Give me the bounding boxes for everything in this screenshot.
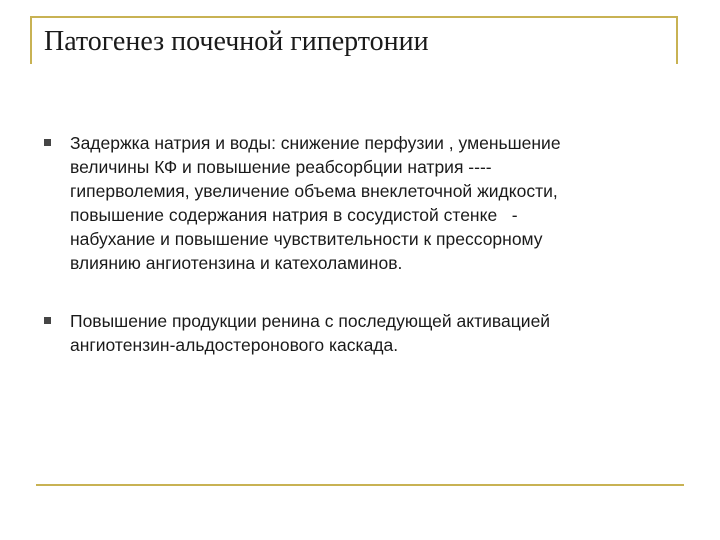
bullet-text bbox=[70, 131, 676, 275]
bullet-line: Задержка натрия и воды: снижение перфузии , уменьшение bbox=[70, 133, 561, 153]
frame-right-rule bbox=[676, 16, 678, 64]
frame-top-rule bbox=[30, 16, 678, 18]
bullet-line: ангиотензин-альдостеронового каскада. bbox=[70, 335, 399, 355]
slide-title: Патогенез почечной гипертонии bbox=[44, 26, 429, 57]
bullet-text bbox=[70, 309, 676, 357]
frame-left-rule bbox=[30, 16, 32, 64]
square-bullet-icon bbox=[44, 317, 51, 324]
bullet-line: повышение содержания натрия в сосудистой стенке - bbox=[70, 205, 518, 225]
bullet-line: набухание и повышение чувствительности к прессорному bbox=[70, 229, 543, 249]
frame-bottom-rule bbox=[36, 484, 684, 486]
bullet-line: гиперволемия, увеличение объема внеклеточной жидкости, bbox=[70, 181, 558, 201]
bullet-line: влиянию ангиотензина и катехоламинов. bbox=[70, 253, 403, 273]
square-bullet-icon bbox=[44, 139, 51, 146]
bullet-line: величины КФ и повышение реабсорбции натрия ---- bbox=[70, 157, 492, 177]
bullet-line: Повышение продукции ренина с последующей активацией bbox=[70, 311, 551, 331]
